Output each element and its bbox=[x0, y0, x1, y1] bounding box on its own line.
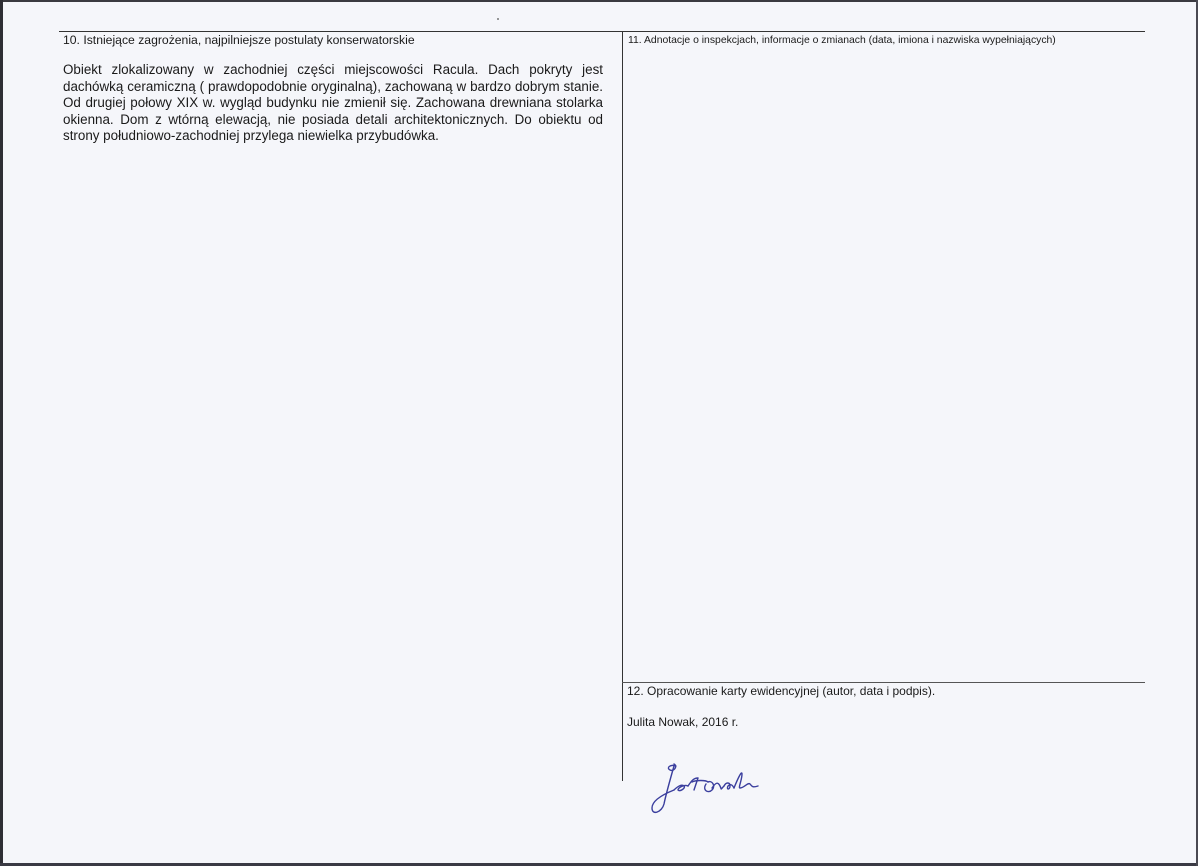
section-11-heading: 11. Adnotacje o inspekcjach, informacje o zmianach (data, imiona i nazwiska wypełniających) bbox=[628, 35, 1056, 46]
scan-edge-left bbox=[0, 0, 3, 866]
section-12-heading: 12. Opracowanie karty ewidencyjnej (autor, data i podpis). bbox=[627, 684, 936, 698]
author-date: Julita Nowak, 2016 r. bbox=[627, 715, 739, 729]
column-divider bbox=[622, 31, 623, 781]
header-rule bbox=[59, 31, 1145, 32]
signature-icon bbox=[648, 760, 778, 820]
section-12-rule bbox=[622, 682, 1145, 683]
scan-speck bbox=[497, 18, 499, 20]
section-10-heading: 10. Istniejące zagrożenia, najpilniejsze postulaty konserwatorskie bbox=[63, 33, 415, 47]
section-10-body: Obiekt zlokalizowany w zachodniej części miejscowości Racula. Dach pokryty jest dachówką ceramiczną ( prawdopodobnie oryginalną), zachowaną w bardzo dobrym stanie. Od drugiej połowy XIX w. wygląd budynku nie zmienił się. Zachowana drewniana stolarka okienna. Dom z wtórną elewacją, nie posiada detali architektonicznych. Do obiektu od strony południowo-zachodniej przylega niewielka przybudówka. bbox=[63, 62, 603, 144]
scan-edge-top bbox=[0, 0, 1198, 2]
